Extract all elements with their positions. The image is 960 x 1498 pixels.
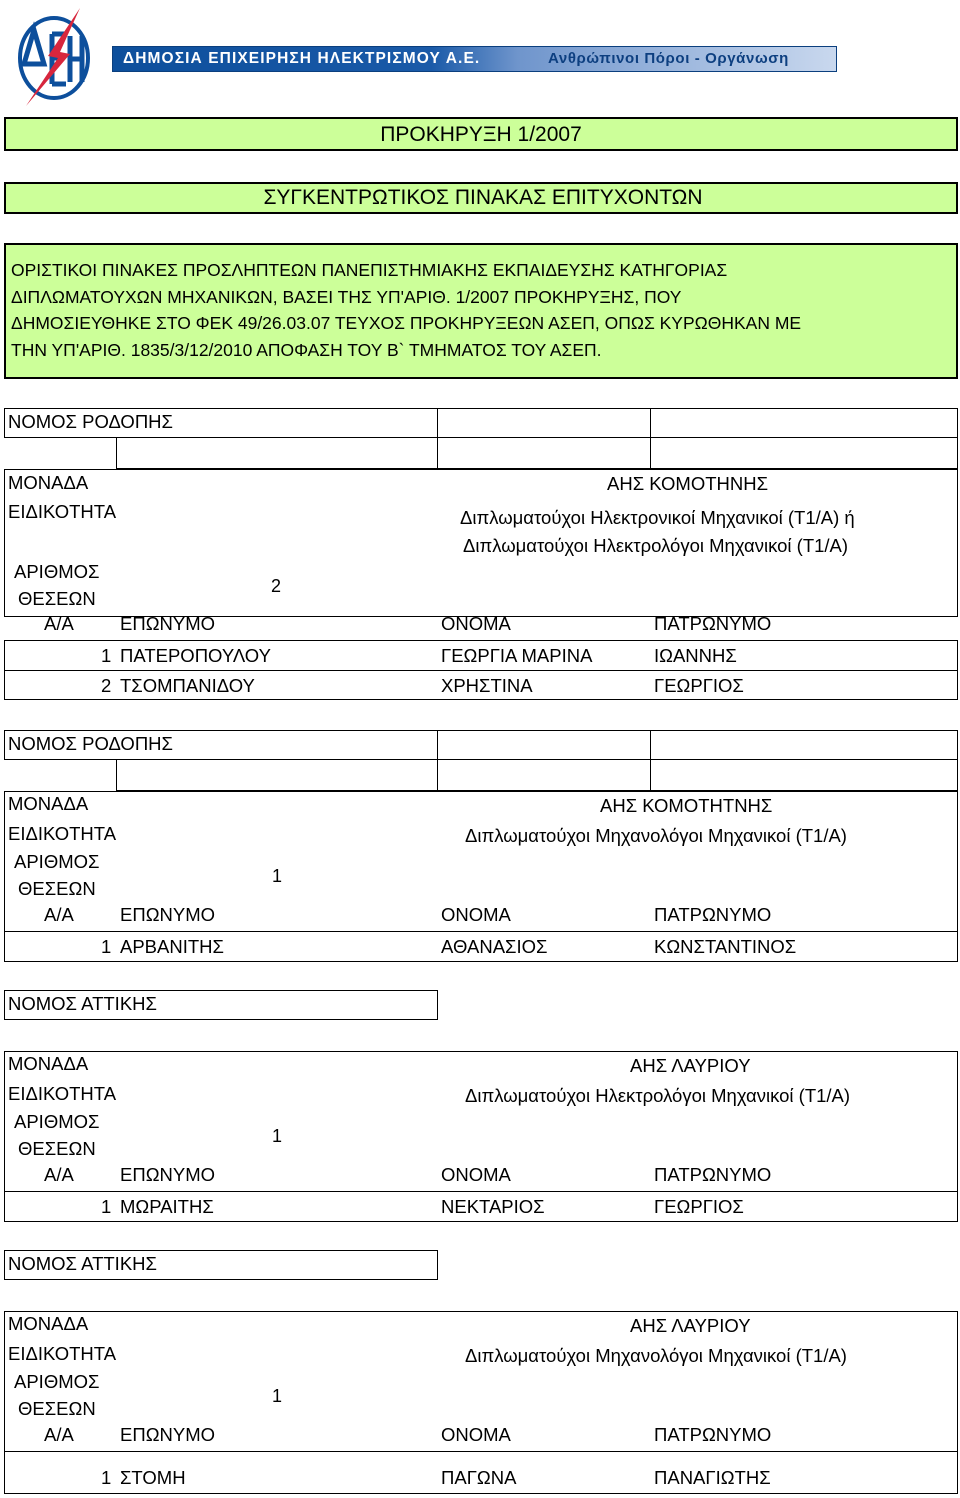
col-header-father: ΠΑΤΡΩΝΥΜΟ [654, 904, 772, 925]
section-attiki-1 [4, 990, 958, 1222]
row-father: ΙΩΑΝΝΗΣ [654, 645, 737, 666]
specialty-label: ΕΙΔΙΚΟΤΗΤΑ [8, 1083, 117, 1104]
col-header-surname: ΕΠΩΝΥΜΟ [120, 904, 216, 925]
row-father: ΚΩΝΣΤΑΝΤΙΝΟΣ [654, 936, 797, 957]
empty-cell [650, 437, 958, 469]
specialty-label: ΕΙΔΙΚΟΤΗΤΑ [8, 501, 117, 522]
row-aa: 1 [101, 645, 112, 666]
dei-logo [10, 6, 94, 110]
positions-label-1: ΑΡΙΘΜΟΣ [14, 851, 100, 872]
company-header-bar [112, 46, 837, 72]
row-name: ΑΘΑΝΑΣΙΟΣ [441, 936, 548, 957]
table-title: ΣΥΓΚΕΝΤΡΩΤΙΚΟΣ ΠΙΝΑΚΑΣ ΕΠΙΤΥΧΟΝΤΩΝ [4, 182, 958, 214]
positions-label-2: ΘΕΣΕΩΝ [18, 878, 96, 899]
unit-value: ΑΗΣ ΚΟΜΟΤΗΤΝΗΣ [600, 795, 773, 816]
row-aa: 1 [101, 1467, 112, 1488]
specialty-value-line1: Διπλωματούχοι Ηλεκτρονικοί Μηχανικοί (Τ1/Α) ή [460, 507, 855, 528]
row-surname: ΑΡΒΑΝΙΤΗΣ [120, 936, 224, 957]
col-header-surname: ΕΠΩΝΥΜΟ [120, 1424, 216, 1445]
specialty-value-line2: Διπλωματούχοι Ηλεκτρολόγοι Μηχανικοί (Τ1/Α) [463, 535, 849, 556]
positions-value: 1 [272, 1386, 283, 1406]
row-name: ΧΡΗΣΤΙΝΑ [441, 675, 533, 696]
empty-cell [437, 408, 651, 438]
positions-value: 1 [272, 1126, 283, 1146]
col-header-surname: ΕΠΩΝΥΜΟ [120, 1164, 216, 1185]
row-aa: 1 [101, 936, 112, 957]
empty-cell [437, 437, 651, 469]
positions-label-2: ΘΕΣΕΩΝ [18, 1398, 96, 1419]
row-surname: ΣΤΟΜΗ [120, 1467, 186, 1488]
description-line: ΔΙΠΛΩΜΑΤΟΥΧΩΝ ΜΗΧΑΝΙΚΩΝ, ΒΑΣΕΙ ΤΗΣ ΥΠ'ΑΡΙΘ. 1/2007 ΠΡΟΚΗΡΥΞΗΣ, ΠΟΥ [11, 286, 682, 307]
row-name: ΠΑΓΩΝΑ [441, 1467, 517, 1488]
col-header-father: ΠΑΤΡΩΝΥΜΟ [654, 613, 772, 634]
col-header-aa: Α/Α [44, 1424, 74, 1445]
col-header-father: ΠΑΤΡΩΝΥΜΟ [654, 1164, 772, 1185]
positions-value: 2 [271, 576, 282, 596]
prefecture-label: ΝΟΜΟΣ ΡΟΔΟΠΗΣ [8, 411, 173, 432]
description-line: ΟΡΙΣΤΙΚΟΙ ΠΙΝΑΚΕΣ ΠΡΟΣΛΗΠΤΕΩΝ ΠΑΝΕΠΙΣΤΗΜΙΑΚΗΣ ΕΚΠΑΙΔΕΥΣΗΣ ΚΑΤΗΓΟΡΙΑΣ [11, 260, 728, 280]
unit-label: ΜΟΝΑΔΑ [8, 793, 89, 814]
positions-value: 1 [272, 866, 283, 886]
positions-label-1: ΑΡΙΘΜΟΣ [14, 1371, 100, 1392]
prefecture-label: ΝΟΜΟΣ ΑΤΤΙΚΗΣ [8, 1253, 157, 1274]
prefecture-label: ΝΟΜΟΣ ΡΟΔΟΠΗΣ [8, 733, 173, 754]
positions-label-1: ΑΡΙΘΜΟΣ [14, 561, 100, 582]
announcement-title: ΠΡΟΚΗΡΥΞΗ 1/2007 [4, 117, 958, 151]
row-aa: 2 [101, 675, 112, 696]
specialty-value: Διπλωματούχοι Μηχανολόγοι Μηχανικοί (Τ1/Α) [465, 1345, 847, 1366]
section-rodopi-2 [4, 730, 958, 962]
empty-cell [116, 437, 438, 469]
col-header-name: ΟΝΟΜΑ [441, 1164, 511, 1185]
row-surname: ΜΩΡΑΙΤΗΣ [120, 1196, 214, 1217]
positions-label-1: ΑΡΙΘΜΟΣ [14, 1111, 100, 1132]
unit-label: ΜΟΝΑΔΑ [8, 1053, 89, 1074]
positions-label-2: ΘΕΣΕΩΝ [18, 1138, 96, 1159]
col-header-name: ΟΝΟΜΑ [441, 613, 511, 634]
section-attiki-2 [4, 1250, 958, 1494]
description-line: ΔΗΜΟΣΙΕΥΘΗΚΕ ΣΤΟ ΦΕΚ 49/26.03.07 ΤΕΥΧΟΣ ΠΡΟΚΗΡΥΞΕΩΝ ΑΣΕΠ, ΟΠΩΣ ΚΥΡΩΘΗΚΑΝ ΜΕ [11, 313, 802, 333]
row-father: ΠΑΝΑΓΙΩΤΗΣ [654, 1467, 771, 1488]
division-name: Ανθρώπινοι Πόροι - Οργάνωση [548, 50, 789, 67]
prefecture-label: ΝΟΜΟΣ ΑΤΤΙΚΗΣ [8, 993, 157, 1014]
row-surname: ΠΑΤΕΡΟΠΟΥΛΟΥ [120, 645, 271, 666]
unit-value: ΑΗΣ ΛΑΥΡΙΟΥ [630, 1315, 751, 1336]
row-father: ΓΕΩΡΓΙΟΣ [654, 1196, 744, 1217]
positions-label-2: ΘΕΣΕΩΝ [18, 588, 96, 609]
row-aa: 1 [101, 1196, 112, 1217]
row-name: ΝΕΚΤΑΡΙΟΣ [441, 1196, 545, 1217]
col-header-aa: Α/Α [44, 613, 74, 634]
col-header-name: ΟΝΟΜΑ [441, 904, 511, 925]
specialty-label: ΕΙΔΙΚΟΤΗΤΑ [8, 823, 117, 844]
specialty-value: Διπλωματούχοι Μηχανολόγοι Μηχανικοί (Τ1/Α) [465, 825, 847, 846]
description-line: ΤΗΝ ΥΠ'ΑΡΙΘ. 1835/3/12/2010 ΑΠΟΦΑΣΗ ΤΟΥ Β` ΤΜΗΜΑΤΟΣ ΤΟΥ ΑΣΕΠ. [11, 339, 602, 360]
unit-value: ΑΗΣ ΛΑΥΡΙΟΥ [630, 1055, 751, 1076]
description-box [4, 243, 958, 379]
col-header-name: ΟΝΟΜΑ [441, 1424, 511, 1445]
specialty-value: Διπλωματούχοι Ηλεκτρολόγοι Μηχανικοί (Τ1/Α) [465, 1085, 851, 1106]
unit-value: ΑΗΣ ΚΟΜΟΤΗΝΗΣ [607, 473, 769, 494]
unit-label: ΜΟΝΑΔΑ [8, 472, 89, 493]
col-header-surname: ΕΠΩΝΥΜΟ [120, 613, 216, 634]
col-header-aa: Α/Α [44, 1164, 74, 1185]
row-name: ΓΕΩΡΓΙΑ ΜΑΡΙΝΑ [441, 645, 593, 666]
row-surname: ΤΣΟΜΠΑΝΙΔΟΥ [120, 675, 255, 696]
row-father: ΓΕΩΡΓΙΟΣ [654, 675, 744, 696]
company-name: ΔΗΜΟΣΙΑ ΕΠΙΧΕΙΡΗΣΗ ΗΛΕΚΤΡΙΣΜΟΥ Α.Ε. [123, 50, 481, 67]
col-header-father: ΠΑΤΡΩΝΥΜΟ [654, 1424, 772, 1445]
specialty-label: ΕΙΔΙΚΟΤΗΤΑ [8, 1343, 117, 1364]
unit-label: ΜΟΝΑΔΑ [8, 1313, 89, 1334]
section-rodopi-1 [4, 408, 958, 700]
col-header-aa: Α/Α [44, 904, 74, 925]
empty-cell [650, 408, 958, 438]
